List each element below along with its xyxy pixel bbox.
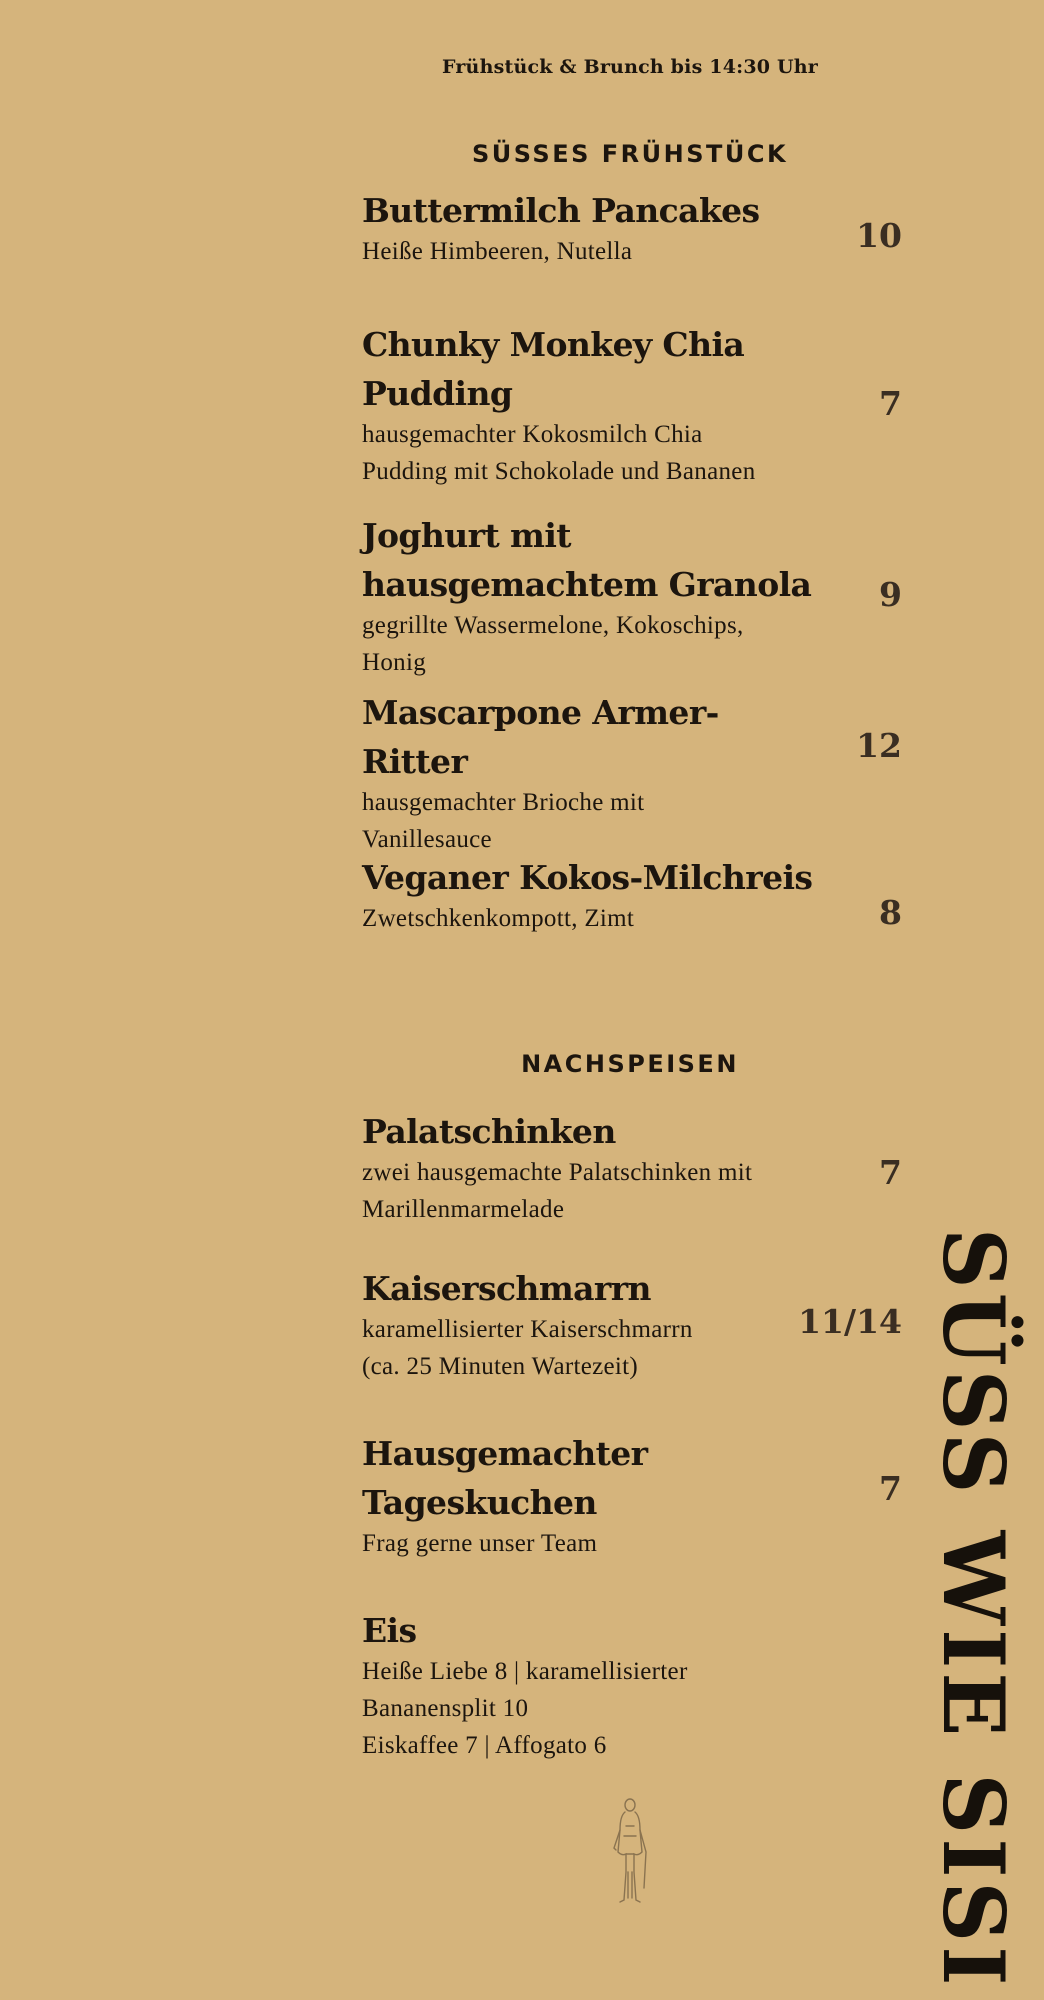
menu-item-kokos-milchreis <box>362 853 902 937</box>
gentleman-figure-icon <box>608 1796 652 1908</box>
item-name: Mascarpone Armer-Ritter <box>362 693 719 781</box>
item-description-line: zwei hausgemachte Palatschinken mit <box>362 1159 753 1186</box>
item-description <box>362 1154 822 1228</box>
item-description-line: Heiße Liebe 8 | karamellisierter <box>362 1658 688 1685</box>
menu-item-chia-pudding <box>362 320 902 490</box>
menu-item-tageskuchen <box>362 1429 902 1562</box>
item-description-line: karamellisierter Kaiserschmarrn <box>362 1316 693 1343</box>
item-name: Kaiserschmarrn <box>362 1269 651 1308</box>
item-name: Joghurt mit hausgemachtem Granola <box>362 516 812 604</box>
item-description-line: Eiskaffee 7 | Affogato 6 <box>362 1732 607 1759</box>
item-description <box>362 1525 822 1562</box>
item-price: 8 <box>879 893 902 932</box>
item-name: Veganer Kokos-Milchreis <box>362 858 813 897</box>
item-name: Eis <box>362 1611 417 1650</box>
item-price: 7 <box>879 1153 902 1192</box>
item-name: Buttermilch Pancakes <box>362 191 760 230</box>
item-description-line: gegrillte Wassermelone, Kokoschips, <box>362 612 744 639</box>
section-title-sweet-breakfast: SÜSSES FRÜHSTÜCK <box>471 140 789 168</box>
item-description-line: Heiße Himbeeren, Nutella <box>362 238 633 265</box>
item-description <box>362 416 822 490</box>
item-description-line: Bananensplit 10 <box>362 1695 529 1722</box>
menu-item-palatschinken <box>362 1107 902 1228</box>
item-description-line: Vanillesauce <box>362 826 492 853</box>
section-title-desserts: NACHSPEISEN <box>521 1050 739 1078</box>
opening-hours-note: Frühstück & Brunch bis 14:30 Uhr <box>441 56 818 78</box>
item-description <box>362 900 822 937</box>
menu-item-mascarpone-armer-ritter <box>362 688 902 858</box>
item-description-line: Zwetschkenkompott, Zimt <box>362 905 635 932</box>
brand-wordmark: SÜSS WIE SISI <box>924 1228 1023 1990</box>
item-description-line: Pudding mit Schokolade und Bananen <box>362 458 756 485</box>
item-description-line: (ca. 25 Minuten Wartezeit) <box>362 1353 639 1380</box>
item-price: 10 <box>856 216 902 255</box>
item-description-line: Frag gerne unser Team <box>362 1530 598 1557</box>
item-description-line: Honig <box>362 649 426 676</box>
item-price: 7 <box>879 384 902 423</box>
item-price: 9 <box>879 575 902 614</box>
menu-item-kaiserschmarrn <box>362 1264 902 1385</box>
item-name: Chunky Monkey Chia Pudding <box>362 325 745 413</box>
item-description <box>362 1653 822 1764</box>
item-price: 11/14 <box>798 1302 902 1341</box>
item-description <box>362 607 822 681</box>
menu-item-joghurt-granola <box>362 511 902 681</box>
item-name: Hausgemachter Tageskuchen <box>362 1434 648 1522</box>
item-description-line: Marillenmarmelade <box>362 1196 565 1223</box>
item-description-line: hausgemachter Kokosmilch Chia <box>362 421 703 448</box>
item-description <box>362 1311 822 1385</box>
menu-item-buttermilch-pancakes <box>362 186 902 270</box>
item-description <box>362 784 822 858</box>
item-description-line: hausgemachter Brioche mit <box>362 789 645 816</box>
item-name: Palatschinken <box>362 1112 616 1151</box>
item-price: 7 <box>879 1469 902 1508</box>
menu-item-eis <box>362 1606 902 1764</box>
item-price: 12 <box>856 726 902 765</box>
item-description <box>362 233 822 270</box>
